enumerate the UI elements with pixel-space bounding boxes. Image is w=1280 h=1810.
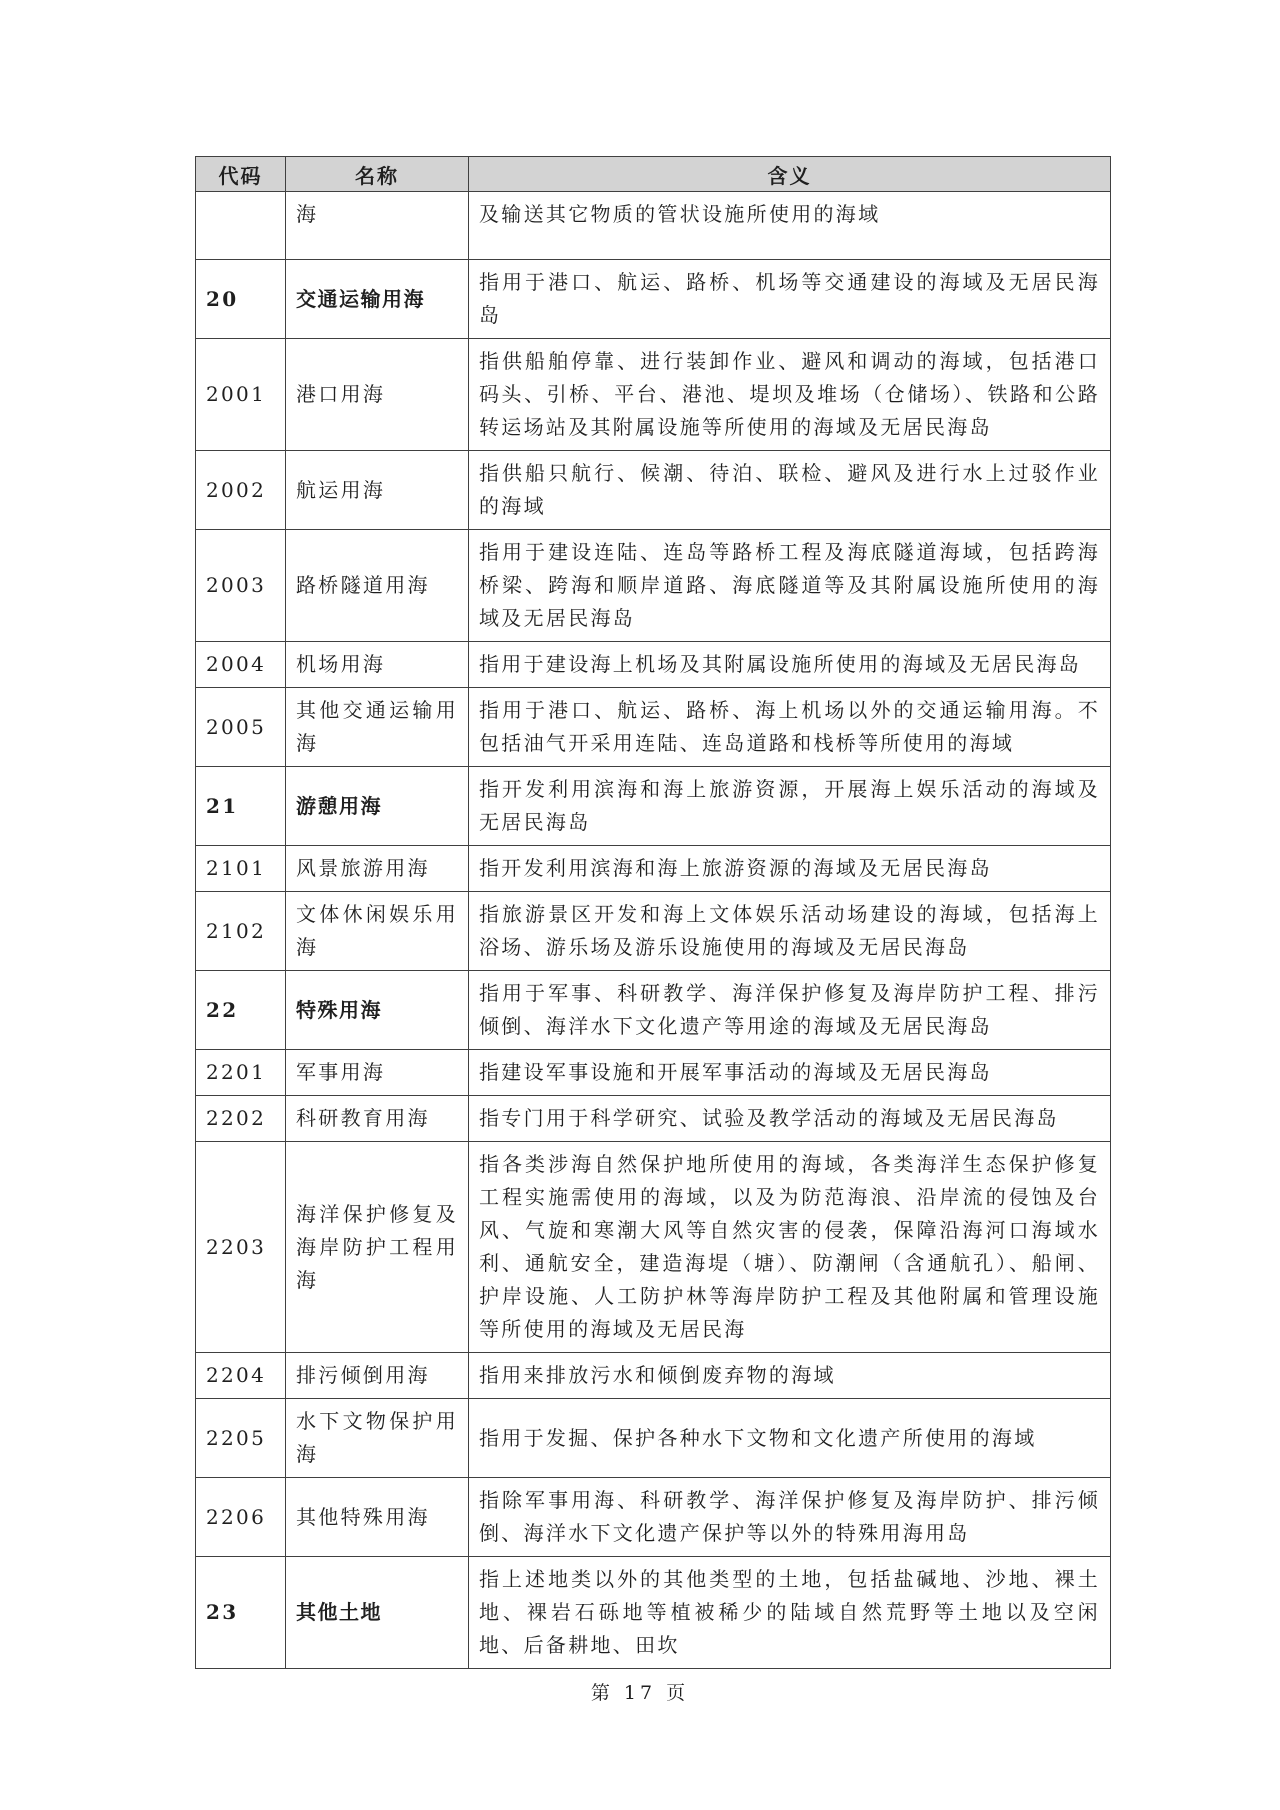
meaning-cell: 指用于军事、科研教学、海洋保护修复及海岸防护工程、排污倾倒、海洋水下文化遗产等用途的海域及无居民海岛 xyxy=(469,971,1111,1050)
table-row-2203 xyxy=(196,1142,1111,1353)
table-row-2004 xyxy=(196,642,1111,688)
meaning-cell: 指开发利用滨海和海上旅游资源的海域及无居民海岛 xyxy=(469,846,1111,892)
name-cell: 其他交通运输用海 xyxy=(286,688,469,767)
meaning-cell: 指各类涉海自然保护地所使用的海域，各类海洋生态保护修复工程实施需使用的海域，以及为防范海浪、沿岸流的侵蚀及台风、气旋和寒潮大风等自然灾害的侵袭，保障沿海河口海域水利、通航安全，建造海堤（塘）、防潮闸（含通航孔）、船闸、护岸设施、人工防护林等海岸防护工程及其他附属和管理设施等所使用的海域及无居民海 xyxy=(469,1142,1111,1353)
table-row-2204 xyxy=(196,1353,1111,1399)
table-row-2001 xyxy=(196,339,1111,451)
name-cell: 风景旅游用海 xyxy=(286,846,469,892)
code-cell: 2201 xyxy=(196,1050,286,1096)
table-row-2201 xyxy=(196,1050,1111,1096)
land-classification-table xyxy=(195,156,1111,1669)
table-row-2101 xyxy=(196,846,1111,892)
code-cell: 2206 xyxy=(196,1478,286,1557)
meaning-cell: 指上述地类以外的其他类型的土地，包括盐碱地、沙地、裸土地、裸岩石砾地等植被稀少的陆域自然荒野等土地以及空闲地、后备耕地、田坎 xyxy=(469,1557,1111,1669)
table-row-22 xyxy=(196,971,1111,1050)
code-cell: 2001 xyxy=(196,339,286,451)
name-cell: 水下文物保护用海 xyxy=(286,1399,469,1478)
table-row-20 xyxy=(196,260,1111,339)
code-cell: 2005 xyxy=(196,688,286,767)
name-cell: 航运用海 xyxy=(286,451,469,530)
meaning-cell: 指专门用于科学研究、试验及教学活动的海域及无居民海岛 xyxy=(469,1096,1111,1142)
code-cell: 2102 xyxy=(196,892,286,971)
table-row-23 xyxy=(196,1557,1111,1669)
code-cell: 2202 xyxy=(196,1096,286,1142)
code-cell: 2101 xyxy=(196,846,286,892)
name-cell: 文体休闲娱乐用海 xyxy=(286,892,469,971)
table-row-continuation xyxy=(196,192,1111,260)
meaning-cell: 指建设军事设施和开展军事活动的海域及无居民海岛 xyxy=(469,1050,1111,1096)
table-row-21 xyxy=(196,767,1111,846)
meaning-cell: 指用于港口、航运、路桥、机场等交通建设的海域及无居民海岛 xyxy=(469,260,1111,339)
code-cell: 2204 xyxy=(196,1353,286,1399)
table-row-2202 xyxy=(196,1096,1111,1142)
code-cell: 2002 xyxy=(196,451,286,530)
meaning-cell: 指用于港口、航运、路桥、海上机场以外的交通运输用海。不包括油气开采用连陆、连岛道路和栈桥等所使用的海域 xyxy=(469,688,1111,767)
code-cell: 21 xyxy=(196,767,286,846)
code-cell: 20 xyxy=(196,260,286,339)
meaning-cell: 指用来排放污水和倾倒废弃物的海域 xyxy=(469,1353,1111,1399)
table-row-2003 xyxy=(196,530,1111,642)
code-cell: 23 xyxy=(196,1557,286,1669)
table-row-2005 xyxy=(196,688,1111,767)
code-cell: 2205 xyxy=(196,1399,286,1478)
name-cell: 交通运输用海 xyxy=(286,260,469,339)
name-cell: 特殊用海 xyxy=(286,971,469,1050)
meaning-cell: 及输送其它物质的管状设施所使用的海域 xyxy=(469,192,1111,260)
name-cell: 军事用海 xyxy=(286,1050,469,1096)
header-code: 代码 xyxy=(196,157,286,192)
code-cell: 2203 xyxy=(196,1142,286,1353)
meaning-cell: 指开发利用滨海和海上旅游资源，开展海上娱乐活动的海域及无居民海岛 xyxy=(469,767,1111,846)
page-number-footer: 第 17 页 xyxy=(590,1682,690,1704)
name-cell: 其他特殊用海 xyxy=(286,1478,469,1557)
meaning-cell: 指供船只航行、候潮、待泊、联检、避风及进行水上过驳作业的海域 xyxy=(469,451,1111,530)
table-row-2205 xyxy=(196,1399,1111,1478)
table-row-2102 xyxy=(196,892,1111,971)
table-row-2002 xyxy=(196,451,1111,530)
name-cell: 海洋保护修复及海岸防护工程用海 xyxy=(286,1142,469,1353)
code-cell xyxy=(196,192,286,260)
name-cell: 科研教育用海 xyxy=(286,1096,469,1142)
meaning-cell: 指用于发掘、保护各种水下文物和文化遗产所使用的海域 xyxy=(469,1399,1111,1478)
header-meaning: 含义 xyxy=(469,157,1111,192)
name-cell: 海 xyxy=(286,192,469,260)
table-header-row xyxy=(196,157,1111,192)
name-cell: 机场用海 xyxy=(286,642,469,688)
meaning-cell: 指用于建设海上机场及其附属设施所使用的海域及无居民海岛 xyxy=(469,642,1111,688)
name-cell: 路桥隧道用海 xyxy=(286,530,469,642)
name-cell: 游憩用海 xyxy=(286,767,469,846)
code-cell: 22 xyxy=(196,971,286,1050)
meaning-cell: 指供船舶停靠、进行装卸作业、避风和调动的海域，包括港口码头、引桥、平台、港池、堤坝及堆场（仓储场）、铁路和公路转运场站及其附属设施等所使用的海域及无居民海岛 xyxy=(469,339,1111,451)
name-cell: 排污倾倒用海 xyxy=(286,1353,469,1399)
name-cell: 港口用海 xyxy=(286,339,469,451)
table-row-2206 xyxy=(196,1478,1111,1557)
header-name: 名称 xyxy=(286,157,469,192)
meaning-cell: 指旅游景区开发和海上文体娱乐活动场建设的海域，包括海上浴场、游乐场及游乐设施使用的海域及无居民海岛 xyxy=(469,892,1111,971)
code-cell: 2004 xyxy=(196,642,286,688)
name-cell: 其他土地 xyxy=(286,1557,469,1669)
meaning-cell: 指除军事用海、科研教学、海洋保护修复及海岸防护、排污倾倒、海洋水下文化遗产保护等以外的特殊用海用岛 xyxy=(469,1478,1111,1557)
code-cell: 2003 xyxy=(196,530,286,642)
meaning-cell: 指用于建设连陆、连岛等路桥工程及海底隧道海域，包括跨海桥梁、跨海和顺岸道路、海底隧道等及其附属设施所使用的海域及无居民海岛 xyxy=(469,530,1111,642)
